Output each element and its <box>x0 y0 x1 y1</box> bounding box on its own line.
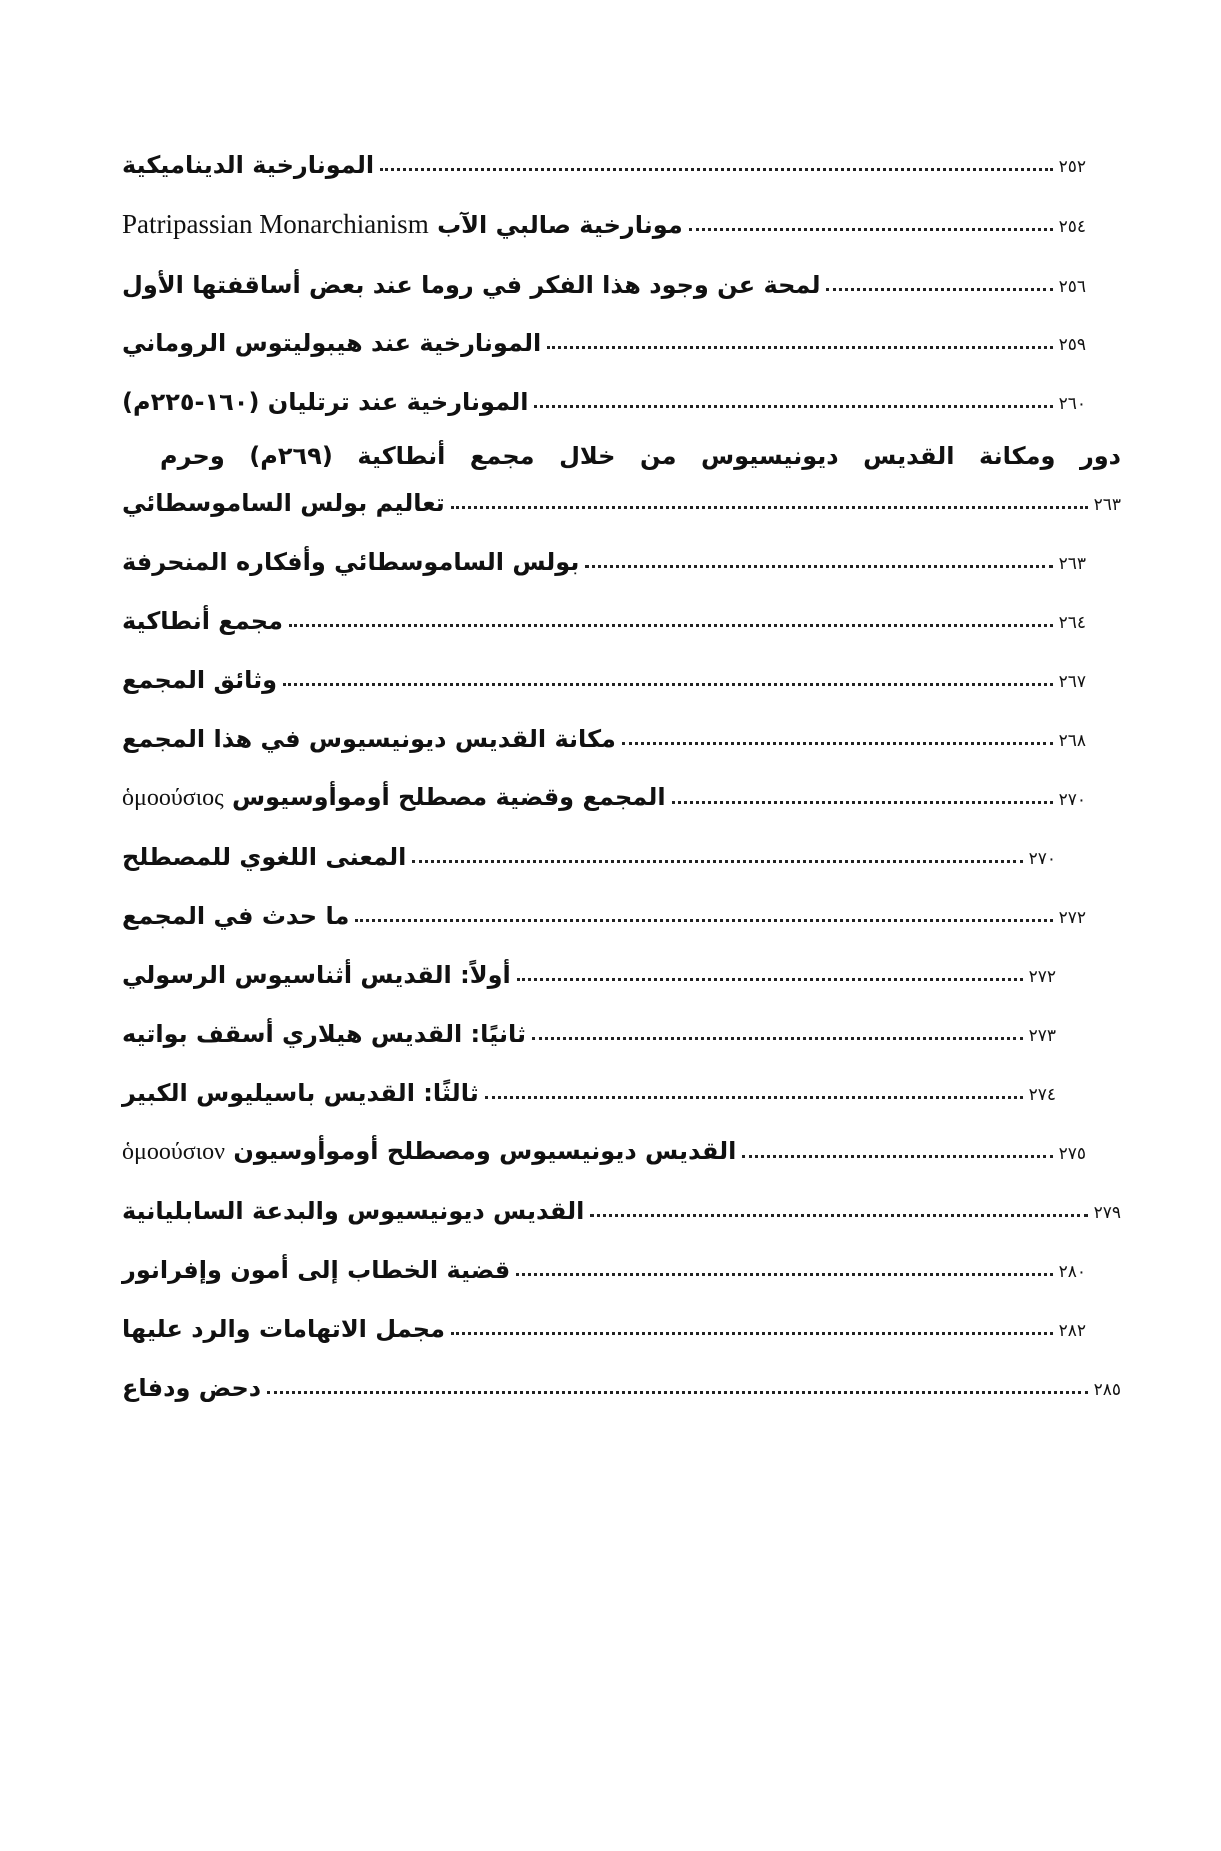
toc-entry <box>120 1186 1121 1226</box>
page-number: ٢٦٣ <box>1093 495 1121 515</box>
entry-title <box>120 782 666 813</box>
toc-entry <box>120 950 1056 990</box>
page-number: ٢٧٢ <box>1028 967 1056 987</box>
entry-title: مجمع أنطاكية <box>122 607 283 635</box>
dot-leader <box>826 287 1052 291</box>
toc-entry <box>120 1068 1056 1108</box>
toc-entry <box>120 200 1086 240</box>
toc-entry <box>120 1127 1086 1167</box>
entry-title <box>120 1136 736 1167</box>
dot-leader <box>590 1213 1087 1217</box>
dot-leader <box>289 623 1053 627</box>
page-number: ٢٧٢ <box>1058 908 1086 928</box>
page-number: ٢٧٣ <box>1028 1026 1056 1046</box>
entry-title-greek: ὁμοούσιον <box>122 1139 225 1165</box>
dot-leader <box>517 977 1023 981</box>
toc-entry <box>120 318 1086 358</box>
entry-title-arabic: مونارخية صالبي الآب <box>437 211 683 239</box>
dot-leader <box>355 918 1052 922</box>
page-number: ٢٦٤ <box>1058 613 1086 633</box>
page-number: ٢٧٩ <box>1093 1203 1121 1223</box>
dot-leader <box>380 167 1052 171</box>
entry-title: دحض ودفاع <box>122 1374 262 1402</box>
dot-leader <box>622 741 1053 745</box>
page-number: ٢٧٠ <box>1058 790 1086 810</box>
dot-leader <box>742 1154 1052 1158</box>
entry-title: تعاليم بولس الساموسطائي <box>122 489 445 517</box>
entry-title-arabic: القديس ديونيسيوس ومصطلح أوموأوسيون <box>233 1137 737 1165</box>
entry-title: القديس ديونيسيوس والبدعة السابليانية <box>122 1197 585 1225</box>
toc-entry <box>120 1245 1086 1285</box>
entry-title: المونارخية الديناميكية <box>122 151 375 179</box>
toc-entry <box>120 891 1086 931</box>
toc-entry <box>120 1009 1056 1049</box>
page-number: ٢٥٩ <box>1058 335 1086 355</box>
dot-leader <box>672 800 1053 804</box>
dot-leader <box>585 564 1052 568</box>
toc-entry <box>120 377 1086 417</box>
dot-leader <box>534 404 1052 408</box>
page-number: ٢٧٤ <box>1028 1085 1056 1105</box>
entry-title-arabic: المجمع وقضية مصطلح أوموأوسيوس <box>232 783 666 811</box>
entry-title: قضية الخطاب إلى أمون وإفرانور <box>122 1256 511 1284</box>
entry-title: أولاً: القديس أثناسيوس الرسولي <box>122 961 511 989</box>
entry-title-greek: ὁμοούσιος <box>122 785 224 811</box>
entry-title <box>120 209 683 240</box>
entry-title: مجمل الاتهامات والرد عليها <box>122 1315 445 1343</box>
dot-leader <box>532 1036 1023 1040</box>
entry-title: ثالثًا: القديس باسيليوس الكبير <box>122 1079 479 1107</box>
toc-entry <box>120 714 1086 754</box>
toc-entry <box>120 1304 1086 1344</box>
entry-title: بولس الساموسطائي وأفكاره المنحرفة <box>122 548 580 576</box>
toc-entry <box>120 832 1056 872</box>
entry-title: لمحة عن وجود هذا الفكر في روما عند بعض أساقفتها الأول <box>122 271 821 299</box>
dot-leader <box>689 227 1053 231</box>
page-number: ٢٨٥ <box>1093 1380 1121 1400</box>
entry-title-line-1: دور ومكانة القديس ديونيسيوس من خلال مجمع أنطاكية (٢٦٩م) وحرم <box>160 442 1121 470</box>
entry-title: مكانة القديس ديونيسيوس في هذا المجمع <box>122 725 616 753</box>
entry-title: المونارخية عند ترتليان (١٦٠-٢٢٥م) <box>122 388 529 416</box>
page-number: ٢٨٠ <box>1058 1262 1086 1282</box>
page-number: ٢٥٢ <box>1058 157 1086 177</box>
dot-leader <box>267 1390 1088 1394</box>
toc-entry <box>120 140 1086 180</box>
toc-entry <box>120 655 1086 695</box>
page-number: ٢٨٢ <box>1058 1321 1086 1341</box>
dot-leader <box>516 1272 1052 1276</box>
dot-leader <box>451 505 1088 509</box>
page-number: ٢٧٥ <box>1058 1144 1086 1164</box>
entry-title-latin: Patripassian Monarchianism <box>122 209 429 239</box>
toc-entry <box>120 478 1121 518</box>
toc-entry <box>120 596 1086 636</box>
entry-title: المونارخية عند هيبوليتوس الروماني <box>122 329 542 357</box>
entry-title: وثائق المجمع <box>122 666 278 694</box>
page-number: ٢٥٦ <box>1058 277 1086 297</box>
page-number: ٢٦٧ <box>1058 672 1086 692</box>
entry-title: ما حدث في المجمع <box>122 902 350 930</box>
page-number: ٢٧٠ <box>1028 849 1056 869</box>
toc-entry <box>120 1363 1121 1403</box>
page-number: ٢٦٨ <box>1058 731 1086 751</box>
toc-entry <box>120 537 1086 577</box>
entry-title: ثانيًا: القديس هيلاري أسقف بواتيه <box>122 1020 526 1048</box>
dot-leader <box>485 1095 1023 1099</box>
page-number: ٢٦٠ <box>1058 394 1086 414</box>
dot-leader <box>547 345 1052 349</box>
page-number: ٢٥٤ <box>1058 217 1086 237</box>
toc-entry <box>120 773 1086 813</box>
entry-title: المعنى اللغوي للمصطلح <box>122 843 407 871</box>
dot-leader <box>412 859 1022 863</box>
dot-leader <box>283 682 1053 686</box>
dot-leader <box>451 1331 1053 1335</box>
page-number: ٢٦٣ <box>1058 554 1086 574</box>
toc-entry <box>120 260 1086 300</box>
